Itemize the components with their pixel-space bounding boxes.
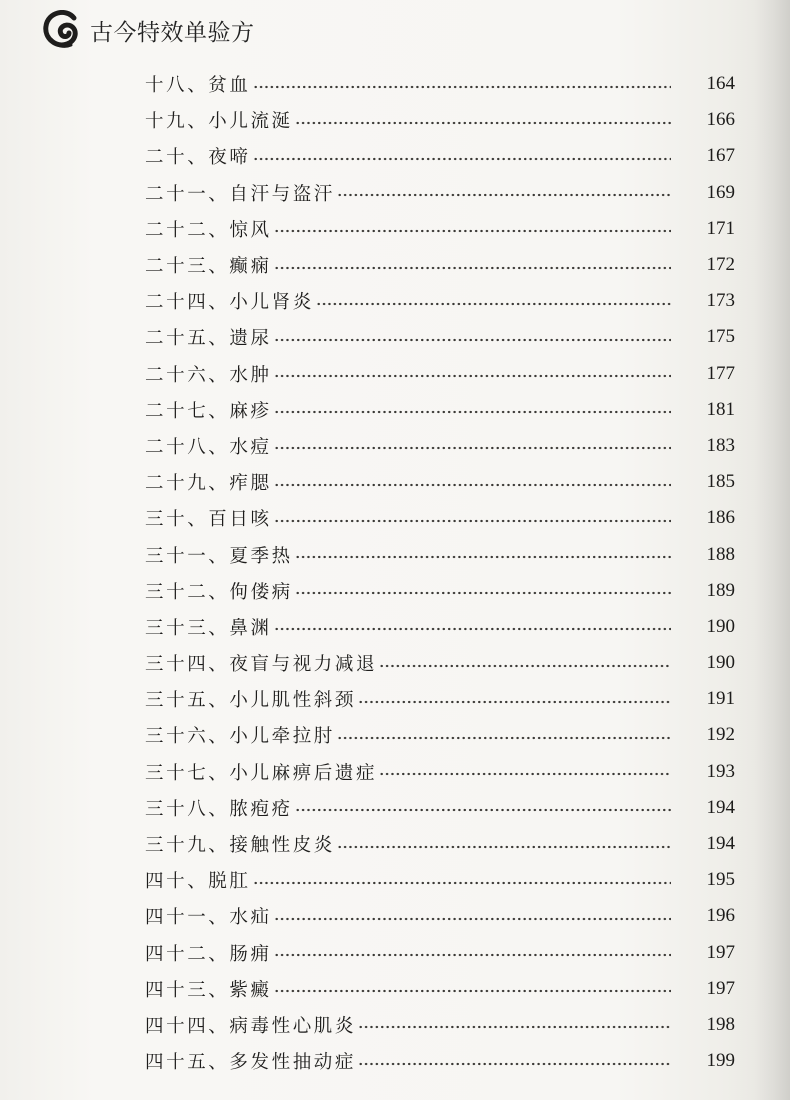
toc-entry-page-number: 173 xyxy=(706,290,735,312)
dot-leader xyxy=(253,85,671,89)
toc-entry-title: 三十、百日咳 xyxy=(145,509,272,531)
toc-entry[interactable] xyxy=(145,536,735,572)
toc-entry[interactable] xyxy=(145,356,735,392)
dot-leader xyxy=(379,772,671,776)
toc-entry-page-number: 167 xyxy=(706,145,735,167)
dot-leader xyxy=(274,446,671,450)
toc-entry-title: 三十四、夜盲与视力减退 xyxy=(145,654,378,676)
toc-entry-page-number: 189 xyxy=(706,579,735,601)
dot-leader xyxy=(316,302,671,306)
dot-leader xyxy=(295,555,671,559)
toc-entry-title: 三十七、小儿麻痹后遗症 xyxy=(145,762,378,784)
toc-entry-page-number: 183 xyxy=(706,434,735,456)
toc-entry-title: 三十六、小儿牵拉肘 xyxy=(145,726,335,748)
toc-entry-page-number: 198 xyxy=(706,1013,735,1035)
toc-entry-page-number: 196 xyxy=(706,905,735,927)
toc-entry-title: 四十一、水疝 xyxy=(145,907,272,929)
toc-entry[interactable] xyxy=(145,790,735,826)
toc-entry-title: 四十五、多发性抽动症 xyxy=(145,1052,357,1074)
dot-leader xyxy=(274,338,671,342)
dot-leader xyxy=(274,953,671,957)
dot-leader xyxy=(337,736,671,740)
toc-entry-title: 二十七、麻疹 xyxy=(145,400,272,422)
toc-entry[interactable] xyxy=(145,609,735,645)
toc-entry-page-number: 192 xyxy=(706,724,735,746)
dot-leader xyxy=(274,266,671,270)
toc-entry[interactable] xyxy=(145,754,735,790)
toc-entry-page-number: 181 xyxy=(706,398,735,420)
toc-entry-title: 二十九、痄腮 xyxy=(145,473,272,495)
running-header xyxy=(40,10,255,50)
toc-entry[interactable] xyxy=(145,826,735,862)
toc-entry[interactable] xyxy=(145,138,735,174)
toc-entry[interactable] xyxy=(145,1007,735,1043)
toc-entry[interactable] xyxy=(145,645,735,681)
toc-entry-page-number: 193 xyxy=(706,760,735,782)
dot-leader xyxy=(379,664,671,668)
toc-entry-title: 四十、脱肛 xyxy=(145,871,251,893)
toc-entry-page-number: 197 xyxy=(706,941,735,963)
toc-entry-title: 二十六、水肿 xyxy=(145,364,272,386)
swirl-logo-icon xyxy=(40,10,84,50)
toc-entry-page-number: 166 xyxy=(706,109,735,131)
toc-entry[interactable] xyxy=(145,1043,735,1079)
toc-entry[interactable] xyxy=(145,283,735,319)
toc-entry[interactable] xyxy=(145,681,735,717)
toc-entry[interactable] xyxy=(145,935,735,971)
toc-entry[interactable] xyxy=(145,247,735,283)
dot-leader xyxy=(358,1025,671,1029)
table-of-contents xyxy=(145,66,735,1079)
toc-entry-title: 二十五、遗尿 xyxy=(145,328,272,350)
toc-entry-title: 十八、贫血 xyxy=(145,75,251,97)
toc-entry-title: 二十四、小儿肾炎 xyxy=(145,292,314,314)
toc-entry[interactable] xyxy=(145,573,735,609)
toc-entry-page-number: 175 xyxy=(706,326,735,348)
toc-entry-title: 三十八、脓疱疮 xyxy=(145,798,293,820)
dot-leader xyxy=(274,229,671,233)
toc-entry[interactable] xyxy=(145,175,735,211)
page-edge-shadow xyxy=(754,0,790,1100)
toc-entry-title: 三十二、佝偻病 xyxy=(145,581,293,603)
dot-leader xyxy=(253,881,671,885)
toc-entry-page-number: 190 xyxy=(706,652,735,674)
toc-entry-title: 四十四、病毒性心肌炎 xyxy=(145,1015,357,1037)
toc-entry[interactable] xyxy=(145,211,735,247)
dot-leader xyxy=(274,917,671,921)
toc-entry-page-number: 191 xyxy=(706,688,735,710)
toc-entry-page-number: 199 xyxy=(706,1050,735,1072)
toc-entry-title: 二十二、惊风 xyxy=(145,219,272,241)
book-title: 古今特效单验方 xyxy=(90,19,255,46)
toc-entry[interactable] xyxy=(145,971,735,1007)
toc-entry-page-number: 164 xyxy=(706,73,735,95)
toc-entry-page-number: 188 xyxy=(706,543,735,565)
toc-entry[interactable] xyxy=(145,428,735,464)
toc-entry-title: 三十五、小儿肌性斜颈 xyxy=(145,690,357,712)
toc-entry-title: 三十一、夏季热 xyxy=(145,545,293,567)
dot-leader xyxy=(295,808,671,812)
toc-entry[interactable] xyxy=(145,898,735,934)
toc-entry-page-number: 169 xyxy=(706,181,735,203)
toc-entry-title: 二十八、水痘 xyxy=(145,436,272,458)
dot-leader xyxy=(358,700,671,704)
dot-leader xyxy=(274,627,671,631)
dot-leader xyxy=(358,1062,671,1066)
dot-leader xyxy=(253,157,671,161)
toc-entry-title: 三十三、鼻渊 xyxy=(145,617,272,639)
toc-entry-page-number: 190 xyxy=(706,615,735,637)
toc-entry-title: 十九、小儿流涎 xyxy=(145,111,293,133)
toc-entry[interactable] xyxy=(145,66,735,102)
toc-entry-title: 四十三、紫癜 xyxy=(145,979,272,1001)
dot-leader xyxy=(274,989,671,993)
dot-leader xyxy=(274,374,671,378)
toc-entry[interactable] xyxy=(145,862,735,898)
toc-entry-title: 四十二、肠痈 xyxy=(145,943,272,965)
toc-entry-page-number: 194 xyxy=(706,796,735,818)
toc-entry-page-number: 172 xyxy=(706,254,735,276)
dot-leader xyxy=(274,410,671,414)
toc-entry-page-number: 185 xyxy=(706,471,735,493)
toc-entry-page-number: 195 xyxy=(706,869,735,891)
toc-entry[interactable] xyxy=(145,717,735,753)
toc-entry[interactable] xyxy=(145,464,735,500)
toc-entry-title: 二十三、癫痫 xyxy=(145,256,272,278)
dot-leader xyxy=(337,193,671,197)
toc-entry-page-number: 171 xyxy=(706,217,735,239)
toc-entry[interactable] xyxy=(145,319,735,355)
toc-entry-title: 二十一、自汗与盗汗 xyxy=(145,183,335,205)
toc-entry-page-number: 186 xyxy=(706,507,735,529)
toc-entry[interactable] xyxy=(145,102,735,138)
toc-entry-page-number: 194 xyxy=(706,833,735,855)
dot-leader xyxy=(274,519,671,523)
toc-entry-page-number: 197 xyxy=(706,977,735,999)
dot-leader xyxy=(295,121,671,125)
toc-entry-title: 二十、夜啼 xyxy=(145,147,251,169)
toc-entry[interactable] xyxy=(145,392,735,428)
dot-leader xyxy=(337,845,671,849)
dot-leader xyxy=(295,591,671,595)
toc-entry-page-number: 177 xyxy=(706,362,735,384)
dot-leader xyxy=(274,483,671,487)
toc-entry-title: 三十九、接触性皮炎 xyxy=(145,835,335,857)
toc-entry[interactable] xyxy=(145,500,735,536)
